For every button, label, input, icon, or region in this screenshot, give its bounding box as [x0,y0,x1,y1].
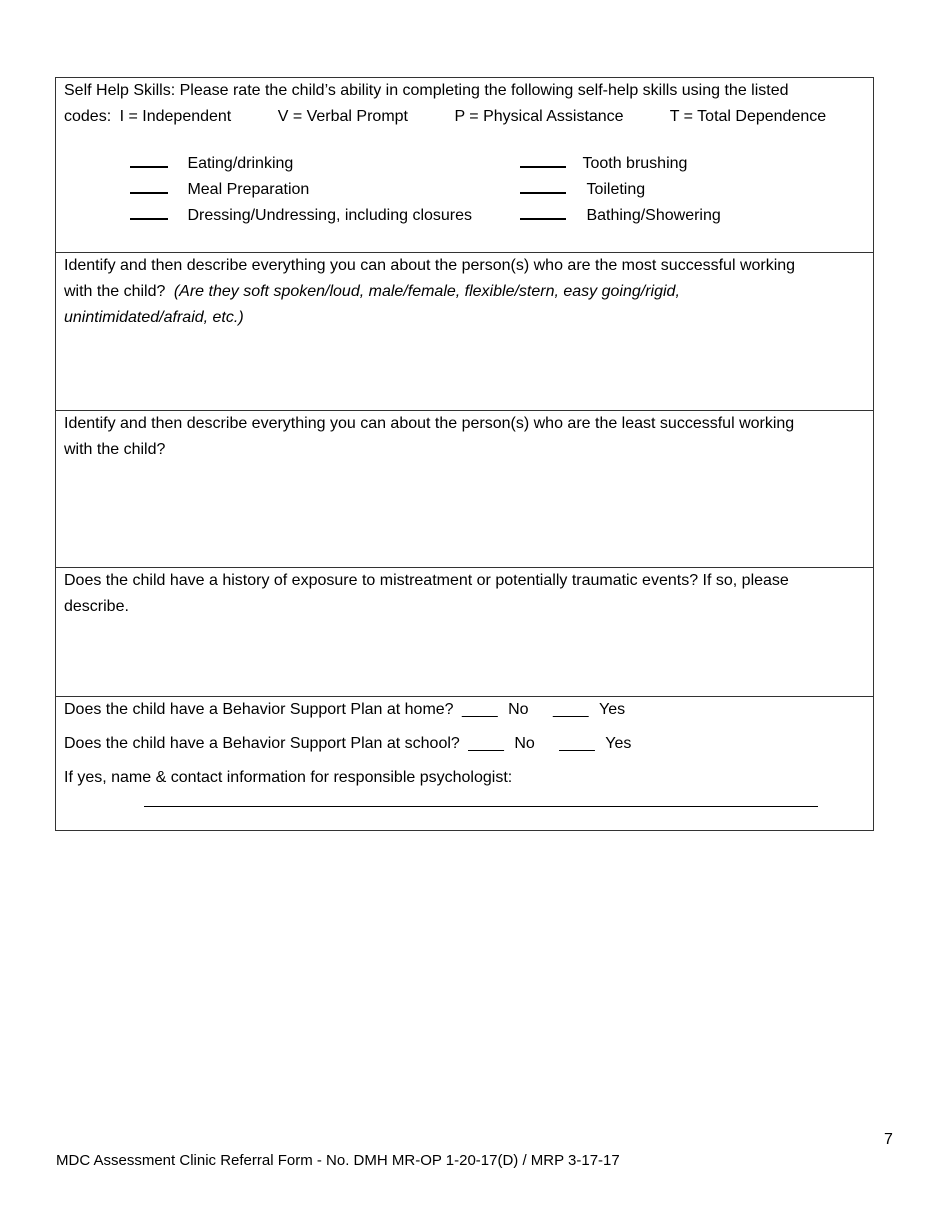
self-help-section [56,78,873,253]
home-plan-row [64,697,873,731]
least-successful-section[interactable] [56,411,873,568]
most-successful-question-line1: Identify and then describe everything you can about the person(s) who are the most successful working [64,257,796,274]
home-plan-question: Does the child have a Behavior Support Plan at home? [64,701,454,718]
skill-toileting [520,176,645,202]
least-successful-question-line2: with the child? [64,441,166,458]
school-plan-question: Does the child have a Behavior Support Plan at school? [64,735,460,752]
trauma-question-line2: describe. [64,598,129,615]
school-no-blank[interactable]: ____ [468,735,504,752]
referral-form-table [55,77,874,831]
skill-eating [130,150,293,176]
trauma-question-line1: Does the child have a history of exposure to mistreatment or potentially traumatic events? If so, please [64,572,789,589]
rating-blank-toileting[interactable] [520,176,566,194]
rating-blank-bathing[interactable] [520,202,566,220]
school-yes-label: Yes [605,735,632,752]
school-no-label: No [514,735,535,752]
form-footer: MDC Assessment Clinic Referral Form - No. DMH MR-OP 1-20-17(D) / MRP 3-17-17 [56,1152,620,1169]
skill-tooth-brushing [520,150,687,176]
self-help-skill-list [64,130,873,250]
most-successful-examples-cont: unintimidated/afraid, etc.) [64,309,244,326]
most-successful-section[interactable] [56,253,873,411]
school-yes-blank[interactable]: ____ [559,735,595,752]
psychologist-label: If yes, name & contact information for responsible psychologist: [64,769,513,786]
psychologist-contact-line[interactable] [144,805,818,807]
skill-bathing [520,202,721,228]
rating-blank-dressing[interactable] [130,202,168,220]
code-total-dependence: T = Total Dependence [669,108,827,125]
skill-label: Dressing/Undressing, including closures [187,207,473,224]
skill-label: Eating/drinking [187,155,294,172]
skill-label: Toileting [586,181,646,198]
home-no-label: No [508,701,529,718]
most-successful-examples: (Are they soft spoken/loud, male/female, flexible/stern, easy going/rigid, [173,283,680,300]
most-successful-question-line2 [64,279,873,305]
code-physical-assistance: P = Physical Assistance [454,108,624,125]
school-plan-row [64,731,873,765]
codes-prefix: codes: [64,108,112,125]
code-independent: I = Independent [119,108,232,125]
trauma-history-section[interactable] [56,568,873,697]
skill-label: Meal Preparation [187,181,310,198]
skill-label: Bathing/Showering [586,207,721,224]
rating-blank-meal-preparation[interactable] [130,176,168,194]
behavior-support-section [56,697,873,830]
least-successful-question-line1: Identify and then describe everything you can about the person(s) who are the least successful working [64,415,795,432]
code-verbal-prompt: V = Verbal Prompt [277,108,408,125]
home-no-blank[interactable]: ____ [462,701,498,718]
self-help-intro: Self Help Skills: Please rate the child’s ability in completing the following self-help skills using the listed [64,82,789,99]
skill-meal-preparation [130,176,309,202]
most-successful-question-plain: with the child? [64,283,166,300]
self-help-codes [64,104,873,130]
page-number: 7 [884,1131,893,1148]
rating-blank-eating[interactable] [130,150,168,168]
skill-label: Tooth brushing [582,155,688,172]
skill-dressing [130,202,472,228]
home-yes-blank[interactable]: ____ [552,701,589,718]
home-yes-label: Yes [599,701,626,718]
rating-blank-tooth-brushing[interactable] [520,150,566,168]
